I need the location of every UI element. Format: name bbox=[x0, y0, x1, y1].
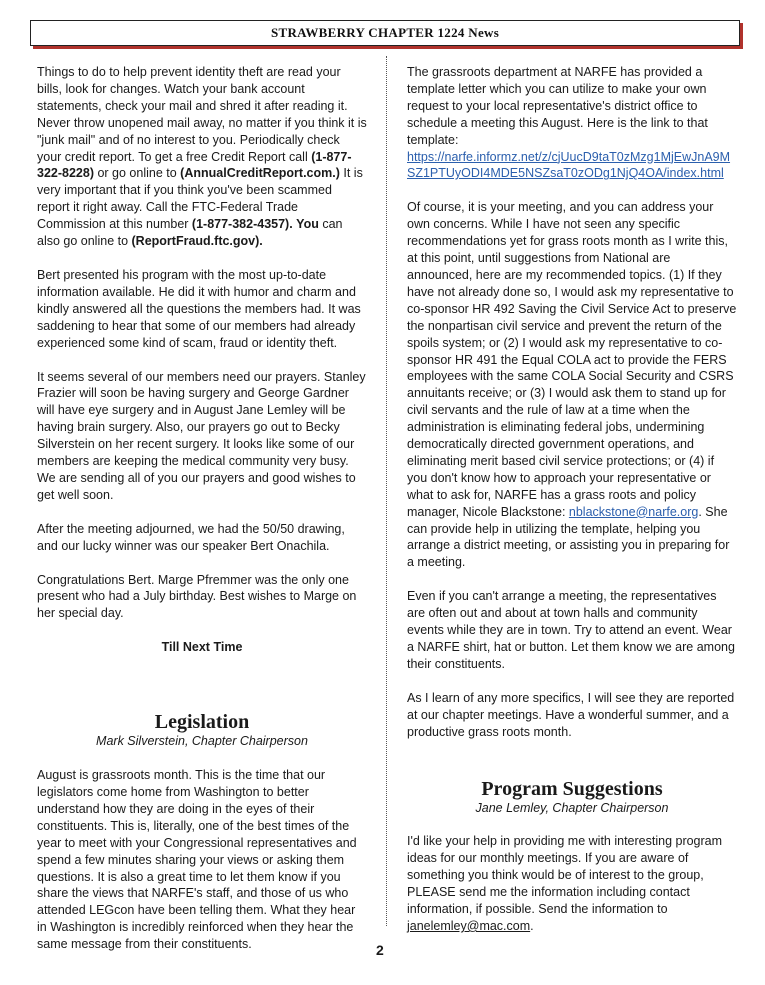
newsletter-title: STRAWBERRY CHAPTER 1224 News bbox=[270, 25, 500, 40]
town-halls-paragraph: Even if you can't arrange a meeting, the representatives are often out and about at town halls and community events while they are in town. Try to attend an event. Wear a NARFE shirt, hat or button. Let them know we are among their constituents. bbox=[407, 589, 735, 671]
legislation-paragraph: August is grassroots month. This is the time that our legislators come home from Washington to better understand how they are doing in the eyes of their constituents. This is, literally, one of the best times of the year to meet with your Congressional representatives and spend a few minutes sharing your views or asking them questions. It is also a great time to let them know if you share the views that NARFE's staff, and those of us who attended LEGcon have been telling them. What they hear in Washington is incredibly reinforced when they hear the same message from their constituents. bbox=[37, 768, 357, 952]
column-divider bbox=[386, 56, 387, 926]
nblackstone-email-link[interactable]: nblackstone@narfe.org bbox=[568, 504, 699, 519]
page-number: 2 bbox=[376, 942, 384, 958]
report-fraud-site: (ReportFraud.ftc.gov). bbox=[131, 234, 263, 249]
credit-report-phone: (1-877-322-8228) bbox=[37, 149, 352, 181]
closing-line: Till Next Time bbox=[161, 640, 243, 655]
right-column bbox=[407, 64, 737, 952]
ftc-phone: (1-877-382-4357). bbox=[191, 217, 293, 232]
legislation-heading: Legislation bbox=[154, 711, 250, 734]
identity-theft-paragraph: Things to do to help prevent identity theft are read your bills, look for changes. Watch your bank account statements, check your mail and shred it after reading it. Never throw unopened mail away, no matter if you think it is "junk mail" and of no interest to you. Periodically check your credit report. To get a free Credit Report call (1-877-322-8228) or go online to (AnnualCreditReport.com.) It is very important that if you think you've been scammed report it right away. Call the FTC-Federal Trade Commission at this number (1-877-382-4357). You can also go online to (ReportFraud.ftc.gov). bbox=[37, 65, 367, 249]
annual-credit-report-site: (AnnualCreditReport.com.) bbox=[180, 166, 340, 181]
template-paragraph: The grassroots department at NARFE has provided a template letter which you can utilize to make your own request to your local representative's district office to schedule a meeting this August. Here is the link to that template: https://narfe.informz.net/z/cjUucD9taT0zMzg1MjEwJnA9MSZ1PTUyODI4MDE5NSZsaT0zODg1NjQ4OA/index.html bbox=[407, 65, 731, 181]
newsletter-header bbox=[30, 20, 740, 46]
program-suggestions-heading: Program Suggestions bbox=[481, 777, 663, 800]
drawing-paragraph: After the meeting adjourned, we had the 50/50 drawing, and our lucky winner was our speaker Bert Onachila. bbox=[37, 521, 345, 553]
topics-paragraph: Of course, it is your meeting, and you can address your own concerns. While I have not seen any specific recommendations yet for grass roots month as I write this, at this point, until suggestions from National are announced, here are my recommended topics. (1) If they have not already done so, I would ask my representative to co-sponsor HR 492 Saving the Civil Service Act to preserve the nonpartisan civil service and prevent the return of the spoils system; or (2) I would ask my representative to co-sponsor HR 491 the Equal COLA act to provide the FERS employees with the same COLA Social Security and CSRS annuitants receive; or (3) I would ask them to stand up for civil servants and the rule of law at a time when the administration is eliminating federal jobs, undermining democratically directed government operations, and eliminating merit based civil service protections; or (4) if you don't know how to approach your representative or what to ask for, NARFE has a grass roots and policy manager, Nicole Blackstone: nblackstone@narfe.org. She can provide help in utilizing the template, helping you arrange a district meeting, or assisting you in preparing for a meeting. bbox=[407, 200, 737, 570]
birthday-paragraph: Congratulations Bert. Marge Pfremmer was the only one present who had a July birthday. Best wishes to Marge on her special day. bbox=[37, 572, 357, 621]
legislation-byline: Mark Silverstein, Chapter Chairperson bbox=[96, 734, 308, 749]
program-recap-paragraph: Bert presented his program with the most up-to-date information available. He did it with humor and charm and kindly answered all the questions the members had. It was saddening to hear that some of our members had already experienced some kind of scam, fraud or identity theft. bbox=[37, 267, 361, 350]
janelemley-email-link[interactable]: janelemley@mac.com bbox=[407, 918, 531, 933]
left-column bbox=[37, 64, 367, 970]
program-suggestions-paragraph: I'd like your help in providing me with interesting program ideas for our monthly meetings. If you are aware of something you think would be of interest to the group, PLEASE send me the information including contact information, if possible. Send the information to janelemley@mac.com. bbox=[407, 834, 723, 933]
program-suggestions-byline: Jane Lemley, Chapter Chairperson bbox=[475, 800, 669, 815]
specifics-paragraph: As I learn of any more specifics, I will see they are reported at our chapter meetings. Have a wonderful summer, and a productive grass roots month. bbox=[407, 690, 735, 739]
prayers-paragraph: It seems several of our members need our prayers. Stanley Frazier will soon be having surgery and George Gardner will have eye surgery and in August Jane Lemley will be having brain surgery. Also, our prayers go out to Becky Silverstein on her recent surgery. It looks like some of our members are keeping the medical community very busy. We are sending all of you our prayers and good wishes to get well soon. bbox=[37, 369, 366, 502]
template-link[interactable]: https://narfe.informz.net/z/cjUucD9taT0zMzg1MjEwJnA9MSZ1PTUyODI4MDE5NSZsaT0zODg1NjQ4OA/index.html bbox=[407, 149, 731, 181]
